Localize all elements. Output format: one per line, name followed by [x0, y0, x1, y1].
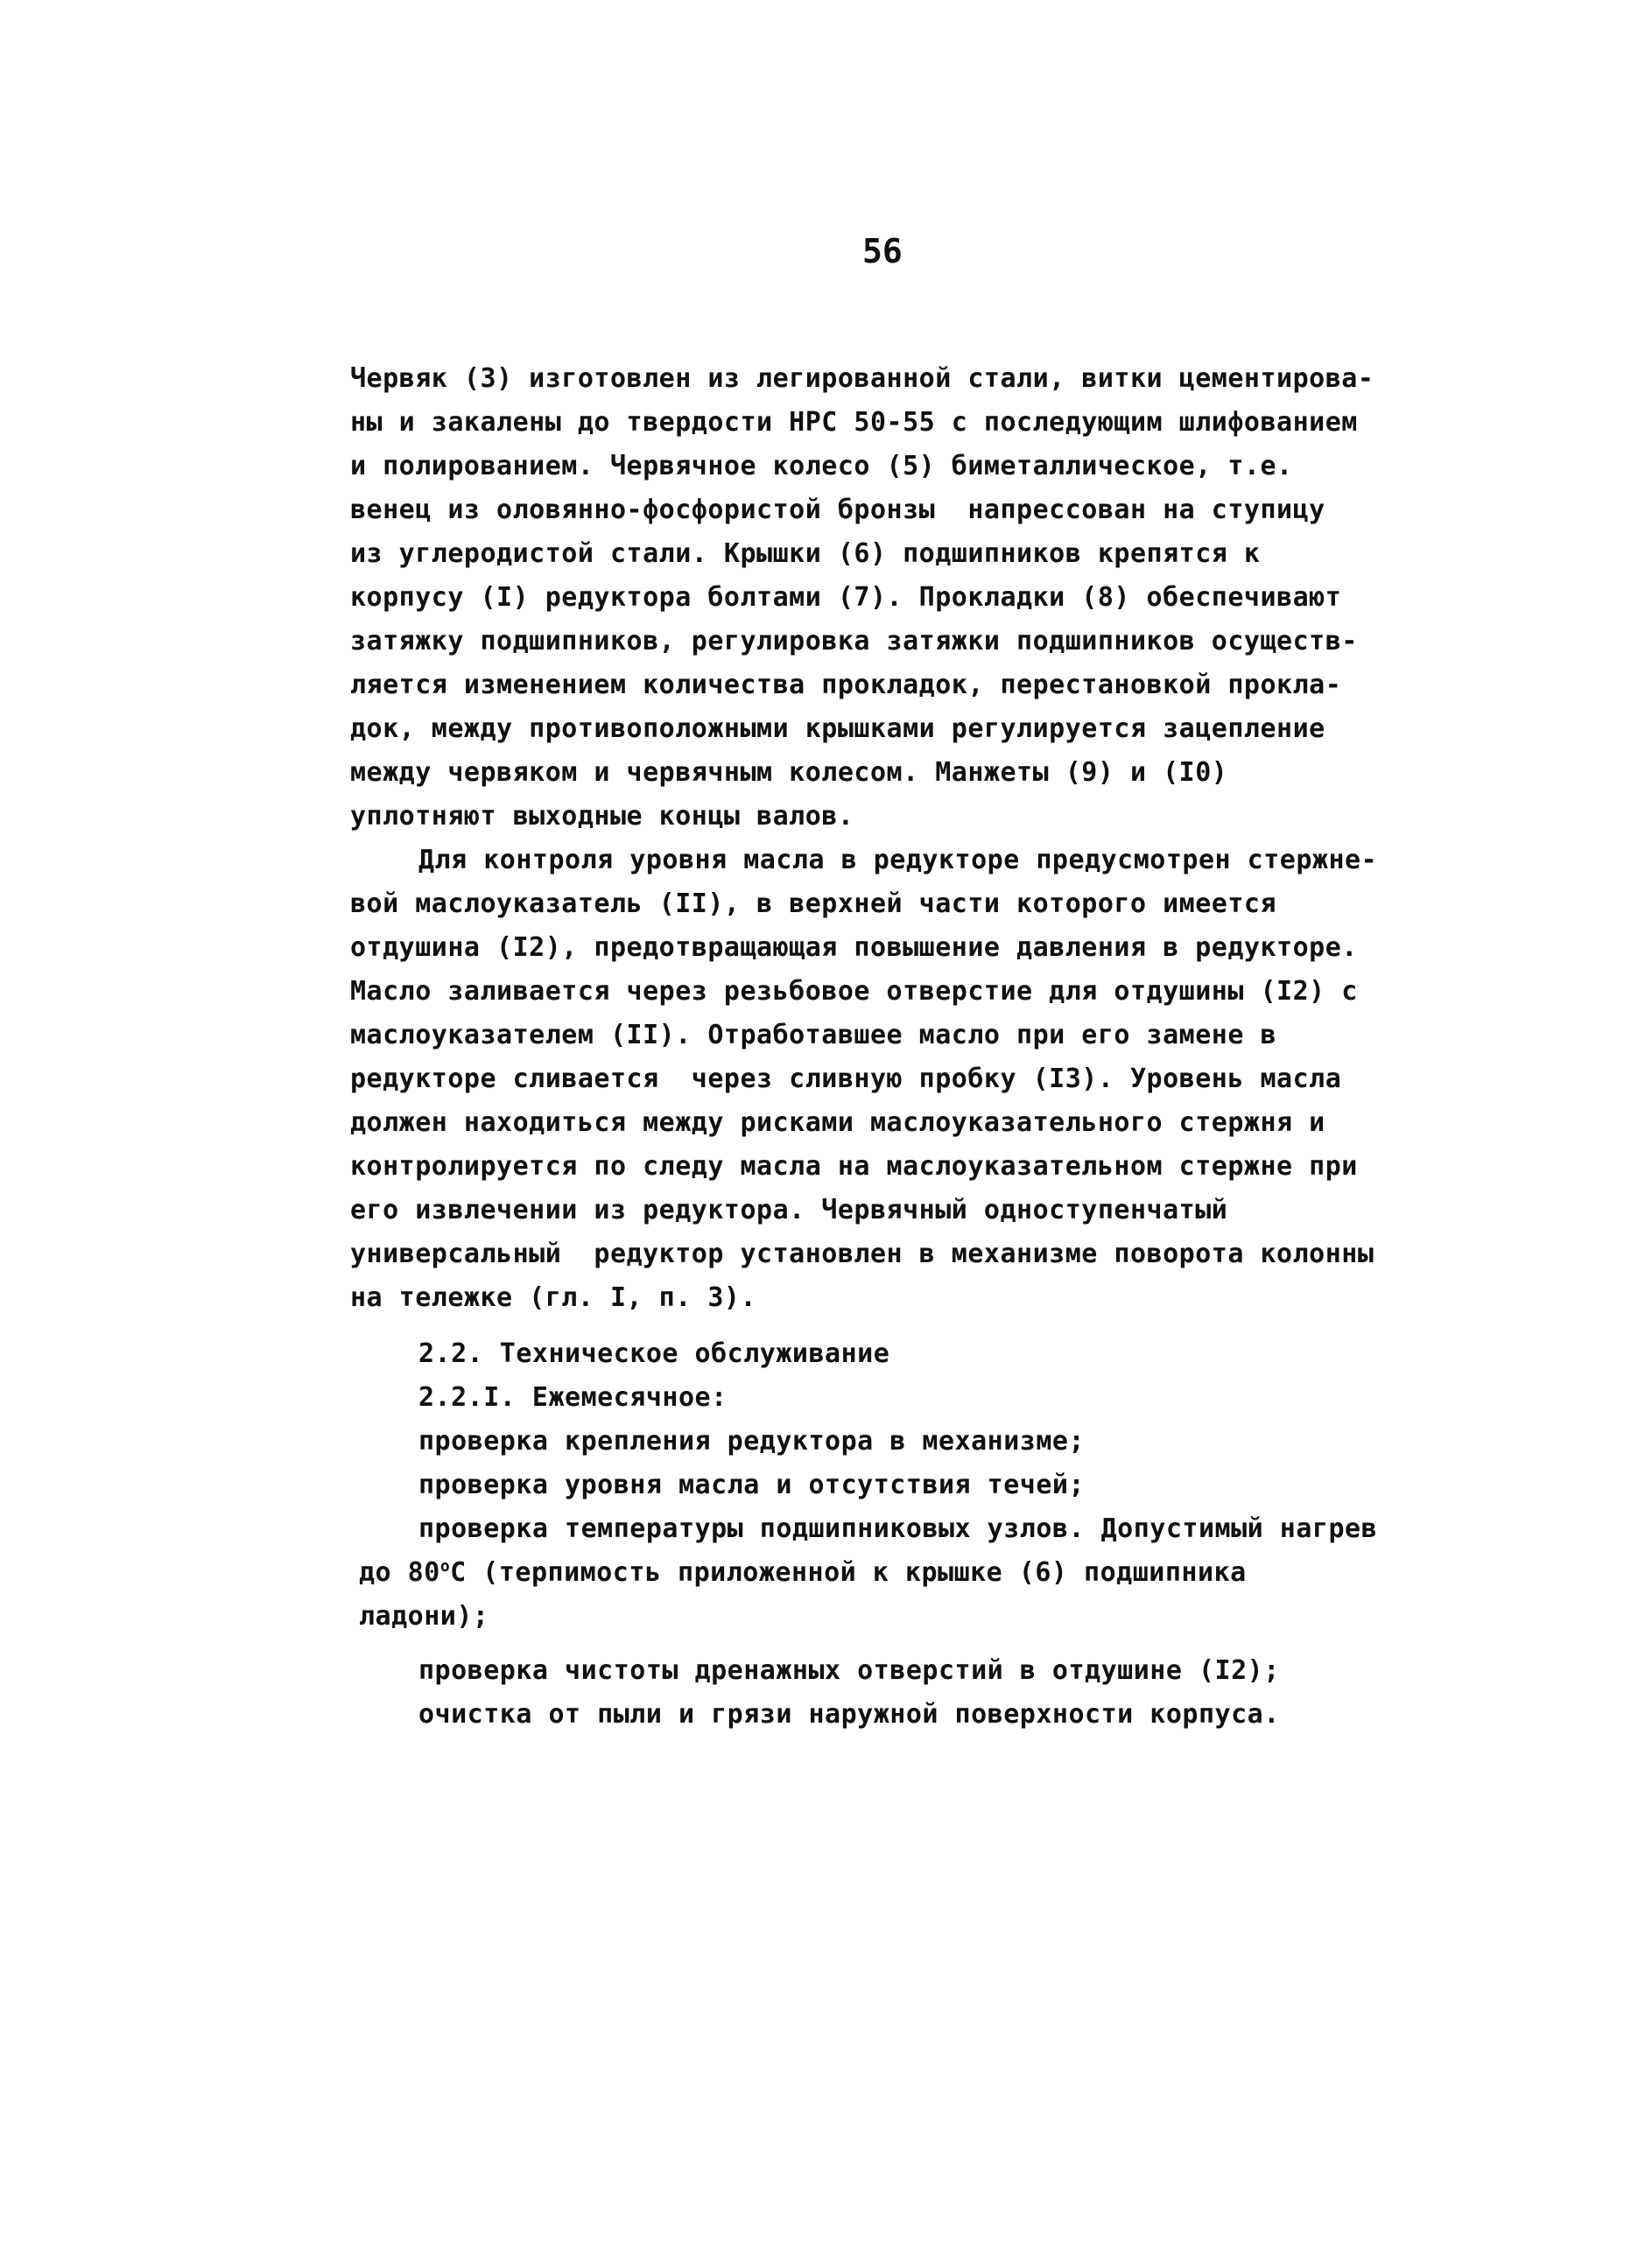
paragraph-line: между червяком и червячным колесом. Манжеты (9) и (I0) [350, 757, 1228, 788]
temperature-prefix: до 80 [359, 1557, 440, 1588]
list-item: проверка температуры подшипниковых узлов. Допустимый нагрев [418, 1513, 1378, 1544]
subsection-title: 2.2.I. Ежемесячное: [418, 1382, 728, 1413]
paragraph-line: затяжку подшипников, регулировка затяжки подшипников осуществ- [350, 626, 1358, 657]
paragraph-line: контролируется по следу масла на маслоуказательном стержне при [350, 1151, 1358, 1182]
section-title: 2.2. Техническое обслуживание [418, 1338, 890, 1369]
paragraph-line: док, между противоположными крышками регулируется зацепление [350, 713, 1325, 744]
paragraph-line: вой маслоуказатель (II), в верхней части которого имеется [350, 888, 1277, 919]
list-item: проверка уровня масла и отсутствия течей; [418, 1470, 1086, 1500]
degree-superscript: о [439, 1557, 451, 1576]
paragraph-line: уплотняют выходные концы валов. [350, 801, 854, 832]
list-item: проверка крепления редуктора в механизме; [418, 1426, 1086, 1457]
paragraph-line: редукторе сливается через сливную пробку (I3). Уровень масла [350, 1064, 1342, 1094]
paragraph-line: корпусу (I) редуктора болтами (7). Прокладки (8) обеспечивают [350, 582, 1342, 613]
paragraph-line: универсальный редуктор установлен в механизме поворота колонны [350, 1239, 1374, 1269]
paragraph-line: ны и закалены до твердости НРС 50-55 с последующим шлифованием [350, 407, 1358, 438]
list-item-continuation [359, 1551, 1480, 1595]
paragraph-line: Масло заливается через резьбовое отверстие для отдушины (I2) с [350, 976, 1358, 1007]
paragraph-line: ляется изменением количества прокладок, перестановкой прокла- [350, 670, 1342, 700]
paragraph-line: отдушина (I2), предотвращающая повышение давления в редукторе. [350, 932, 1358, 963]
list-item: очистка от пыли и грязи наружной поверхности корпуса. [418, 1699, 1280, 1730]
temperature-suffix: С (терпимость приложенной к крышке (6) подшипника [450, 1557, 1247, 1588]
paragraph-line: его извлечении из редуктора. Червячный одноступенчатый [350, 1195, 1228, 1225]
paragraph-line: из углеродистой стали. Крышки (6) подшипников крепятся к [350, 538, 1261, 569]
paragraph-line: Для контроля уровня масла в редукторе предусмотрен стержне- [418, 845, 1378, 875]
paragraph-line: должен находиться между рисками маслоуказательного стержня и [350, 1107, 1325, 1138]
paragraph-line: Червяк (3) изготовлен из легированной стали, витки цементирова- [350, 363, 1374, 394]
list-item: проверка чистоты дренажных отверстий в отдушине (I2); [418, 1655, 1280, 1686]
list-item-continuation: ладони); [359, 1601, 489, 1632]
paragraph-line: венец из оловянно-фосфористой бронзы напрессован на ступицу [350, 495, 1325, 525]
paragraph-line: на тележке (гл. I, п. 3). [350, 1282, 757, 1313]
page-number: 56 [862, 232, 903, 270]
paragraph-line: маслоуказателем (II). Отработавшее масло при его замене в [350, 1020, 1277, 1050]
paragraph-line: и полированием. Червячное колесо (5) биметаллическое, т.е. [350, 451, 1293, 481]
